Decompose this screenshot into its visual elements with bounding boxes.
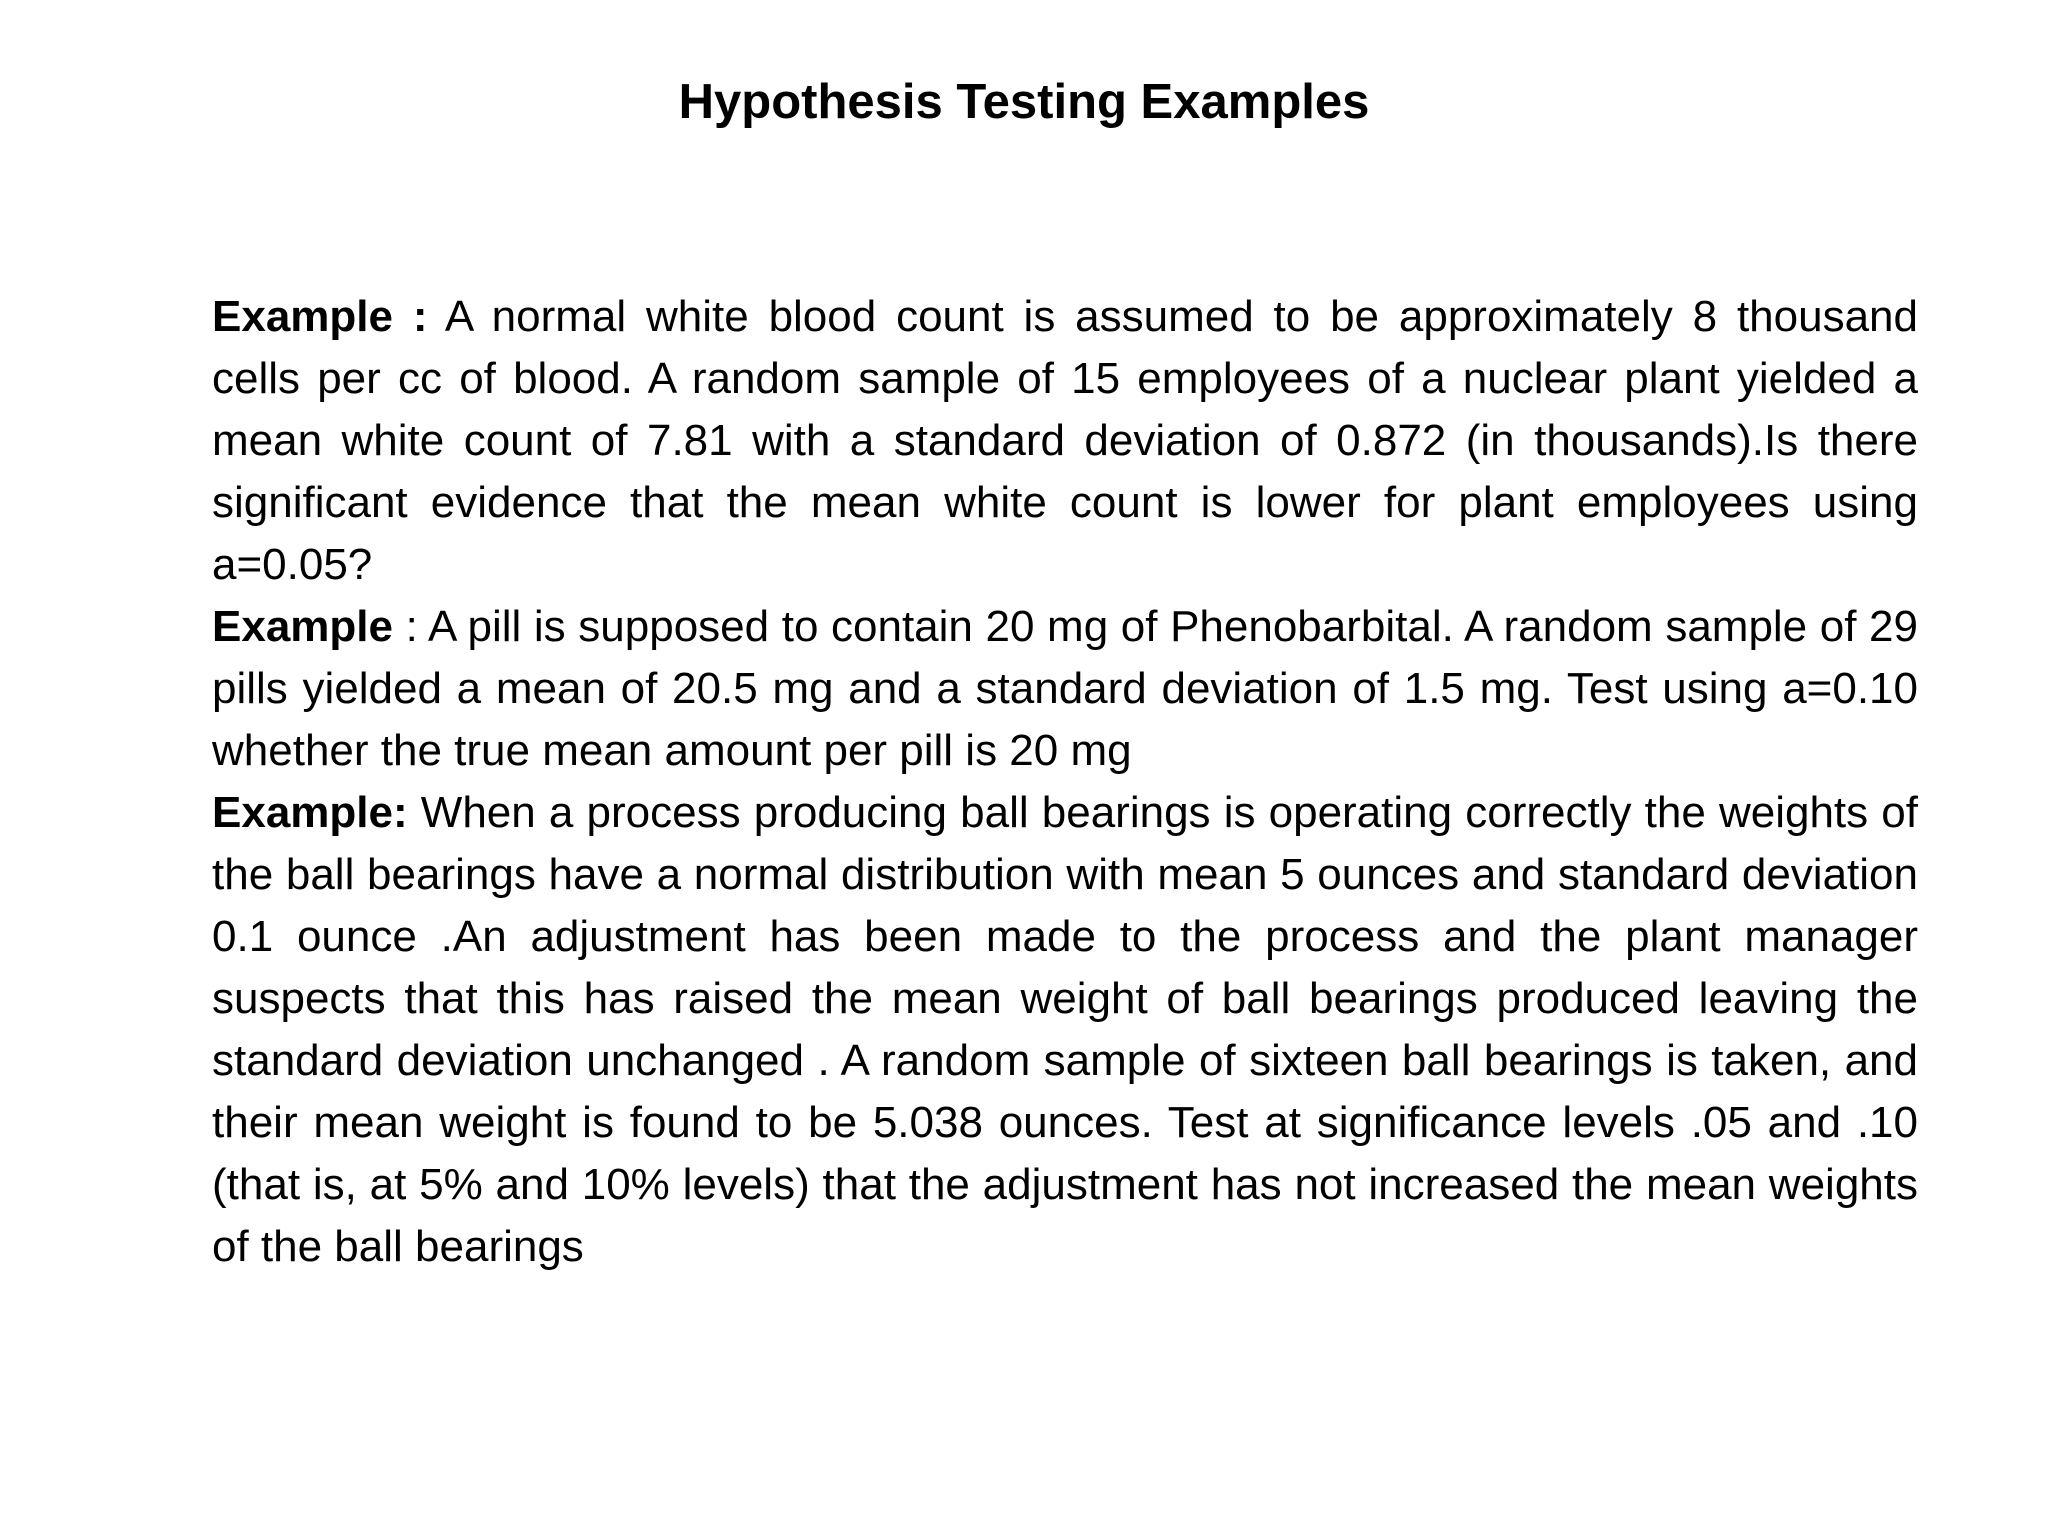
example-label: Example:: [212, 788, 408, 837]
page-title: Hypothesis Testing Examples: [678, 75, 1370, 129]
example-2: [212, 596, 1918, 782]
example-text: When a process producing ball bearings is operating correctly the weights of the ball bearings have a normal distribution with mean 5 ounces and standard deviation 0.1 ounce .An adjustment has been made to the process and the plant manager suspects that this has raised the mean weight of ball bearings produced leaving the standard deviation unchanged . A random sample of sixteen ball bearings is taken, and their mean weight is found to be 5.038 ounces. Test at significance levels .05 and .10 (that is, at 5% and 10% levels) that the adjustment has not increased the mean weights of the ball bearings: [212, 788, 1918, 1271]
example-3: [212, 782, 1918, 1278]
example-text: : A pill is supposed to contain 20 mg of Phenobarbital. A random sample of 29 pills yielded a mean of 20.5 mg and a standard deviation of 1.5 mg. Test using a=0.10 whether the true mean amount per pill is 20 mg: [212, 602, 1918, 775]
example-1: [212, 286, 1918, 596]
examples-body: [212, 286, 1918, 1278]
example-label: Example: [212, 602, 393, 651]
example-text: A normal white blood count is assumed to be approximately 8 thousand cells per cc of blood. A random sample of 15 employees of a nuclear plant yielded a mean white count of 7.81 with a standard deviation of 0.872 (in thousands).Is there significant evidence that the mean white count is lower for plant employees using a=0.05?: [212, 292, 1918, 589]
example-label: Example :: [212, 292, 428, 341]
